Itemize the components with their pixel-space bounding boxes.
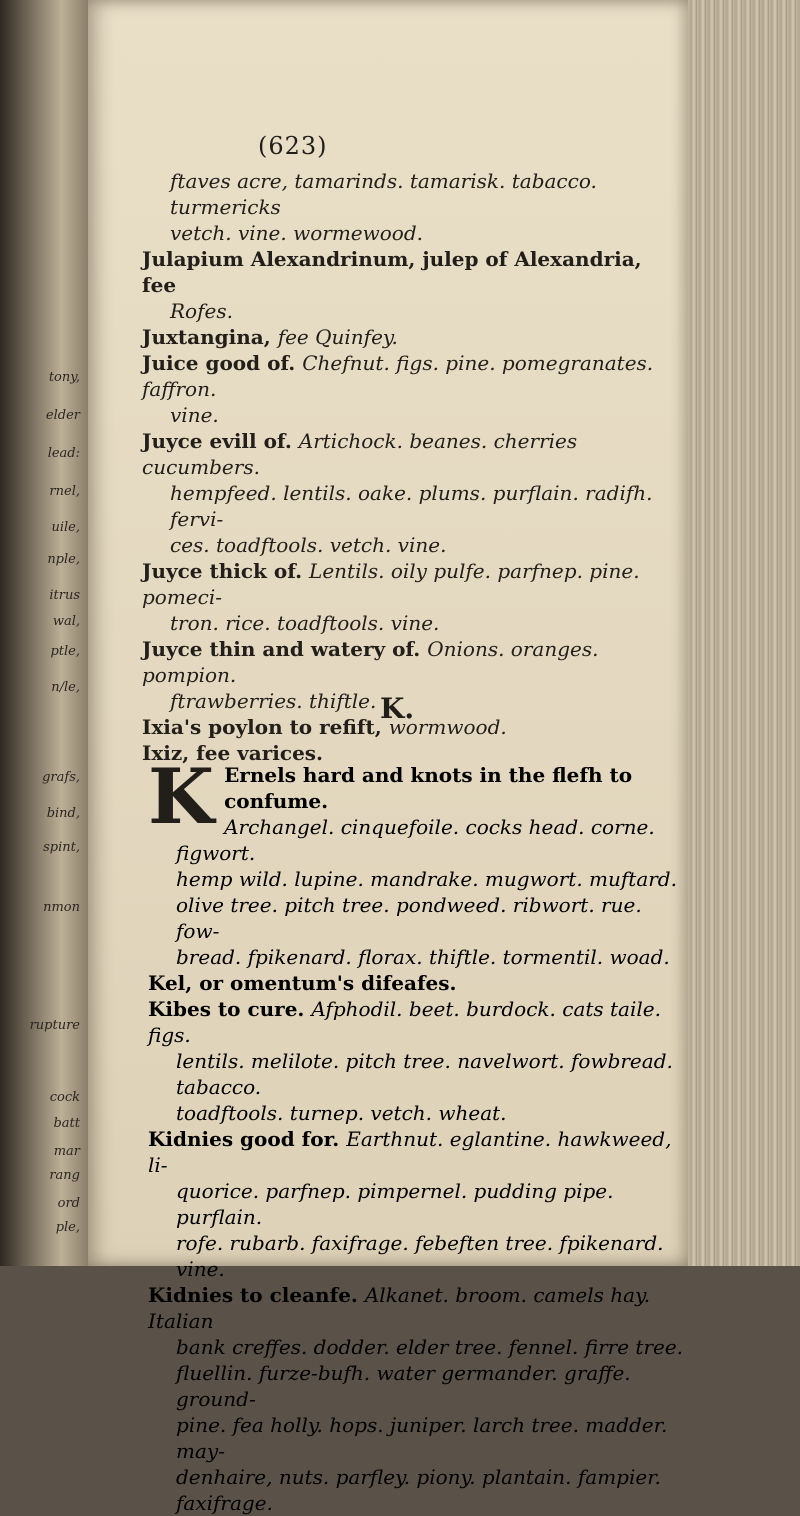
- entry-heading: Juxtangina,: [142, 325, 278, 349]
- fringe-word: itrus: [49, 588, 80, 603]
- fringe-word: bind,: [46, 806, 80, 821]
- fringe-word: n/le,: [51, 680, 80, 695]
- entry-continuation: quorice. parfnep. pimpernel. pudding pipe. purflain.: [176, 1179, 614, 1229]
- section-j-entries: [142, 168, 682, 766]
- entry-text: Afphodil. beet. burdock. cats taile. figs.: [148, 997, 661, 1047]
- fringe-word: rnel,: [49, 484, 80, 499]
- section-heading-k: K.: [380, 692, 415, 725]
- index-entry: [142, 350, 682, 428]
- fringe-word: tony,: [48, 370, 80, 385]
- entry-text: Lentils. oily pulfe. parfnep. pine. pomeci-: [142, 559, 640, 609]
- fringe-word: ord: [57, 1196, 80, 1211]
- entry-heading: Ixiz, fee varices.: [142, 741, 324, 765]
- entry-continuation: vetch. vine. wormewood.: [170, 221, 423, 245]
- fringe-word: rupture: [29, 1018, 80, 1033]
- entry-continuation: tron. rice. toadftools. vine.: [170, 611, 440, 635]
- entry-continuation: denhaire, nuts. parfley. piony. plantain. fampier.: [176, 1465, 661, 1489]
- entry-continuation: fluellin. furze-bufh. water germander. graffe. ground-: [176, 1361, 631, 1411]
- entry-text: fee Quinfey.: [277, 325, 398, 349]
- entry-continuation: lentils. melilote. pitch tree. navelwort. fowbread. tabacco.: [176, 1049, 673, 1099]
- entry-text: Artichock. beanes. cherries cucumbers.: [142, 429, 578, 479]
- fringe-word: uile,: [51, 520, 80, 535]
- entry-heading: Juyce evill of.: [142, 429, 299, 453]
- entry-continuation: ftrawberries. thiftle.: [170, 689, 377, 713]
- fringe-word: spint,: [43, 840, 80, 855]
- index-entry: [148, 996, 688, 1126]
- entry-continuation: Archangel. cinquefoile. cocks head. corne. figwort.: [176, 815, 655, 865]
- entry-heading: Juyce thin and watery of.: [142, 637, 428, 661]
- entry-continuation: toadftools. turnep. vetch. wheat.: [176, 1101, 507, 1125]
- book-page-edges: [688, 0, 800, 1266]
- entry-text: Alkanet. broom. camels hay. Italian: [148, 1283, 651, 1333]
- entry-continuation: hemp wild. lupine. mandrake. mugwort. muftard.: [176, 867, 677, 891]
- entry-continuation: vine.: [176, 1257, 225, 1281]
- entry-continuation: faxifrage.: [176, 1491, 273, 1515]
- fringe-word: nmon: [43, 900, 80, 915]
- entry-text: wormwood.: [388, 715, 507, 739]
- entry-text: Chefnut. figs. pine. pomegranates. faffron.: [142, 351, 654, 401]
- entry-heading: Kibes to cure.: [148, 997, 312, 1021]
- entry-continuation: ftaves acre, tamarinds. tamarisk. tabacco. turmericks: [170, 169, 597, 219]
- entry-continuation: Rofes.: [170, 299, 233, 323]
- fringe-word: rang: [49, 1168, 80, 1183]
- entry-continuation: olive tree. pitch tree. pondweed. ribwort. rue. fow-: [176, 893, 642, 943]
- entry-continuation: rofe. rubarb. faxifrage. febeften tree. fpikenard.: [176, 1231, 664, 1255]
- entry-heading: Kel, or omentum's difeafes.: [148, 971, 457, 995]
- entry-heading: Kidnies good for.: [148, 1127, 347, 1151]
- entry-continuation: ces. toadftools. vetch. vine.: [170, 533, 447, 557]
- entry-continuation: pine. fea holly. hops. juniper. larch tree. madder. may-: [176, 1413, 668, 1463]
- index-entry: [142, 168, 682, 246]
- entry-heading: Ernels hard and knots in the flefh to confume.: [224, 763, 633, 813]
- entry-text: Earthnut. eglantine. hawkweed, li-: [148, 1127, 672, 1177]
- index-entry: [142, 558, 682, 636]
- entry-continuation: bread. fpikenard. florax. thiftle. tormentil. woad.: [176, 945, 670, 969]
- entry-continuation: bank creffes. dodder. elder tree. fennel. firre tree.: [176, 1335, 684, 1359]
- fringe-word: grafs,: [42, 770, 80, 785]
- entry-heading: Ixia's poylon to refift,: [142, 715, 389, 739]
- index-entry: [142, 324, 682, 350]
- entry-heading: Juyce thick of.: [142, 559, 310, 583]
- drop-cap: K: [148, 752, 215, 841]
- fringe-word: wal,: [52, 614, 80, 629]
- entry-heading: Kidnies to cleanfe.: [148, 1283, 365, 1307]
- index-entry: [142, 428, 682, 558]
- index-entry: [142, 246, 682, 324]
- entry-continuation: hempfeed. lentils. oake. plums. purflain. radifh. fervi-: [170, 481, 653, 531]
- fringe-word: mar: [53, 1144, 80, 1159]
- index-entry: [148, 1126, 688, 1282]
- fringe-word: ptle,: [50, 644, 80, 659]
- fringe-word: lead:: [47, 446, 80, 461]
- entry-text: Onions. oranges. pompion.: [142, 637, 599, 687]
- entry-heading: Julapium Alexandrinum, julep of Alexandria, fee: [142, 247, 642, 297]
- fringe-word: elder: [45, 408, 80, 423]
- entry-continuation: vine.: [170, 403, 219, 427]
- fringe-word: cock: [49, 1090, 80, 1105]
- fringe-word: nple,: [47, 552, 80, 567]
- entry-heading: Juice good of.: [142, 351, 303, 375]
- page-number: (623): [258, 132, 328, 160]
- fringe-word: batt: [53, 1116, 80, 1131]
- previous-page-edge: [0, 0, 88, 1266]
- index-entry: [148, 970, 688, 996]
- index-entry: [148, 1282, 688, 1516]
- fringe-word: ple,: [55, 1220, 80, 1235]
